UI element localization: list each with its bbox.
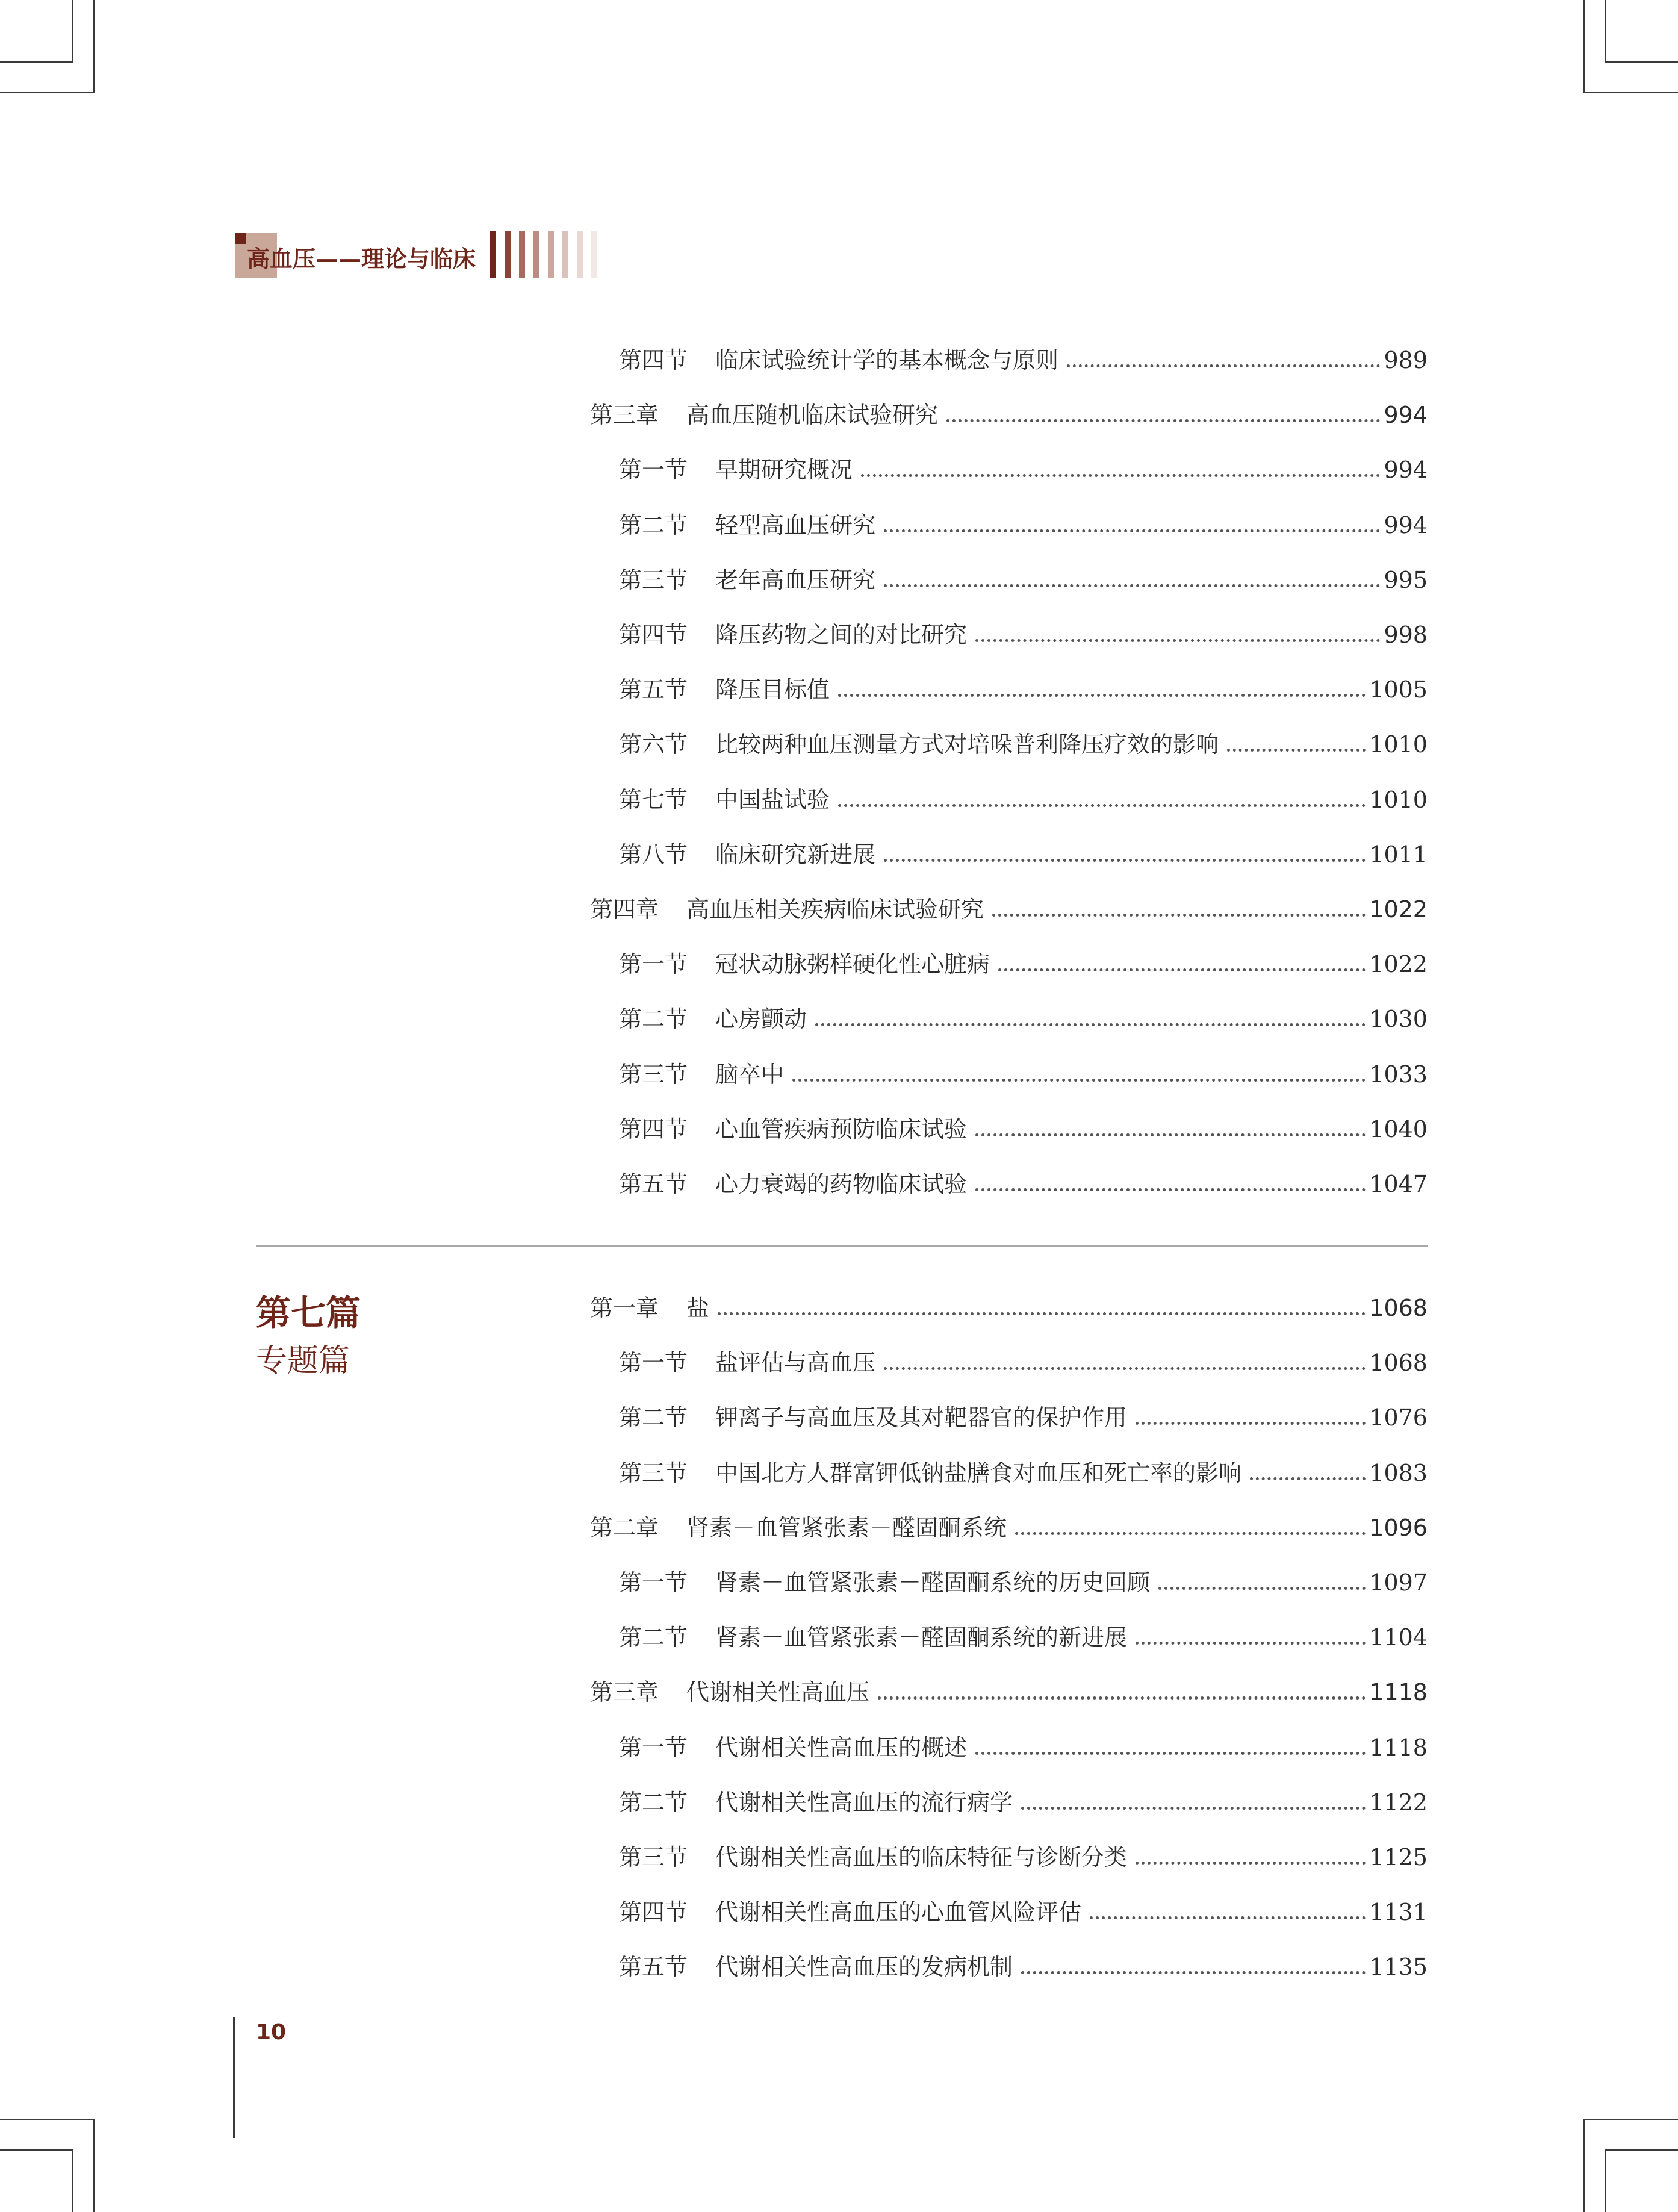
crop-mark-bottom-left-h2 [0, 2149, 73, 2151]
toc-label: 第二节 [619, 1624, 688, 1651]
toc-section-row[interactable] [619, 507, 1428, 543]
toc-title: 中国盐试验 [715, 786, 830, 813]
toc-leader-dots [815, 1023, 1366, 1026]
toc-section-row[interactable] [619, 1894, 1428, 1930]
toc-section-row[interactable] [619, 1949, 1428, 1985]
toc-page-number: 1011 [1369, 841, 1428, 868]
toc-section-row[interactable] [619, 946, 1428, 982]
toc-page-number: 1125 [1369, 1844, 1428, 1871]
toc-section-row[interactable] [619, 671, 1428, 708]
crop-mark-top-left-h [0, 61, 73, 63]
toc-section-row[interactable] [619, 1730, 1428, 1766]
toc-section-row[interactable] [619, 1111, 1428, 1147]
toc-title: 中国北方人群富钾低钠盐膳食对血压和死亡率的影响 [715, 1459, 1242, 1486]
toc-title: 盐 [686, 1295, 710, 1321]
toc-leader-dots [975, 1133, 1366, 1136]
toc-label: 第四节 [619, 347, 688, 373]
toc-page-number: 989 [1384, 347, 1428, 373]
crop-mark-top-right-h2 [1583, 92, 1678, 93]
toc-chapter-row[interactable] [590, 1510, 1428, 1546]
toc-title: 比较两种血压测量方式对培哚普利降压疗效的影响 [715, 731, 1219, 758]
toc-leader-dots [1067, 364, 1380, 367]
toc-leader-dots [878, 1696, 1366, 1700]
crop-mark-top-left-h2 [0, 92, 95, 93]
toc-leader-dots [884, 584, 1380, 587]
toc-page-number: 1005 [1369, 676, 1428, 703]
toc-label: 第二节 [619, 511, 688, 538]
toc-leader-dots [946, 419, 1380, 422]
toc-page-number: 1076 [1369, 1404, 1428, 1432]
toc-label: 第四节 [619, 1115, 688, 1142]
toc-page-number: 1135 [1369, 1954, 1428, 1981]
toc-leader-dots [838, 694, 1366, 697]
toc-section-row[interactable] [619, 726, 1428, 762]
header-stripe [519, 231, 525, 278]
toc-chapter-row[interactable] [590, 1290, 1428, 1326]
crop-mark-bottom-right-v [1583, 2119, 1585, 2212]
crop-mark-top-left-v [93, 0, 95, 93]
toc-leader-dots [998, 968, 1366, 971]
toc-section-row[interactable] [619, 617, 1428, 653]
toc-page-number: 994 [1384, 511, 1428, 538]
toc-label: 第一节 [619, 951, 688, 978]
toc-leader-dots [975, 1188, 1366, 1191]
header-stripe [591, 231, 597, 278]
toc-section-row[interactable] [619, 1455, 1428, 1491]
toc-title: 肾素－血管紧张素－醛固酮系统 [686, 1514, 1007, 1541]
header-accent-square [235, 233, 246, 244]
toc-section-row[interactable] [619, 1345, 1428, 1381]
toc-page-number: 1068 [1369, 1350, 1428, 1377]
toc-label: 第二节 [619, 1404, 688, 1432]
toc-leader-dots [992, 914, 1366, 917]
toc-label: 第五节 [619, 1171, 688, 1197]
toc-chapter-row[interactable] [590, 1674, 1428, 1710]
toc-leader-dots [718, 1312, 1366, 1315]
part-subtitle: 专题篇 [256, 1343, 350, 1379]
toc-page-number: 1096 [1369, 1514, 1428, 1541]
toc-title: 心力衰竭的药物临床试验 [715, 1171, 968, 1197]
toc-label: 第八节 [619, 841, 688, 868]
toc-label: 第一节 [619, 456, 688, 484]
toc-title: 冠状动脉粥样硬化性心脏病 [715, 951, 990, 978]
toc-title: 代谢相关性高血压的概述 [715, 1734, 968, 1761]
toc-label: 第四章 [590, 896, 659, 923]
toc-page-number: 1131 [1369, 1899, 1428, 1926]
toc-leader-dots [1227, 749, 1366, 752]
header-stripe [562, 231, 568, 278]
header-stripe [490, 231, 496, 278]
toc-page-number: 1104 [1369, 1624, 1428, 1651]
toc-label: 第三节 [619, 1844, 688, 1871]
toc-leader-dots [1015, 1532, 1366, 1535]
toc-title: 临床研究新进展 [715, 841, 876, 868]
toc-page-number: 1118 [1369, 1679, 1428, 1706]
toc-section-row[interactable] [619, 452, 1428, 488]
toc-title: 心房颤动 [715, 1006, 807, 1033]
toc-section-row[interactable] [619, 342, 1428, 378]
toc-section-row[interactable] [619, 782, 1428, 818]
crop-mark-bottom-right-v2 [1605, 2149, 1606, 2212]
toc-page-number: 1040 [1369, 1115, 1428, 1142]
toc-title: 降压目标值 [715, 676, 830, 703]
toc-leader-dots [838, 804, 1366, 807]
toc-leader-dots [975, 1752, 1366, 1755]
header-stripe [505, 231, 511, 278]
toc-page-number: 1083 [1369, 1459, 1428, 1486]
toc-leader-dots [1250, 1477, 1366, 1480]
toc-section-row[interactable] [619, 562, 1428, 598]
toc-page-number: 998 [1384, 622, 1428, 648]
toc-leader-dots [1090, 1916, 1366, 1919]
toc-page-number: 1068 [1369, 1295, 1428, 1321]
toc-title: 临床试验统计学的基本概念与原则 [715, 347, 1059, 373]
toc-label: 第六节 [619, 731, 688, 758]
toc-page-number: 1047 [1369, 1171, 1428, 1197]
toc-label: 第一节 [619, 1734, 688, 1761]
toc-label: 第一节 [619, 1569, 688, 1596]
toc-section-row[interactable] [619, 1565, 1428, 1601]
toc-label: 第三章 [590, 1679, 659, 1706]
page-number: 10 [256, 2020, 287, 2045]
toc-label: 第一节 [619, 1350, 688, 1377]
toc-label: 第四节 [619, 1899, 688, 1926]
toc-chapter-row[interactable] [590, 891, 1428, 927]
toc-leader-dots [861, 474, 1380, 477]
toc-section-row[interactable] [619, 1166, 1428, 1202]
toc-section-row[interactable] [619, 1839, 1428, 1875]
toc-leader-dots [884, 529, 1380, 532]
toc-page-number: 1033 [1369, 1061, 1428, 1088]
crop-mark-top-right-v [1583, 0, 1585, 93]
section-divider [256, 1245, 1428, 1247]
crop-mark-bottom-left-h [0, 2119, 95, 2120]
toc-page-number: 1022 [1369, 951, 1428, 978]
toc-leader-dots [975, 639, 1380, 642]
toc-section-row[interactable] [619, 837, 1428, 873]
header-stripe [548, 231, 554, 278]
part-title: 第七篇 [256, 1292, 361, 1333]
toc-page-number: 1118 [1369, 1734, 1428, 1761]
footer-rule [233, 2017, 235, 2138]
toc-title: 肾素－血管紧张素－醛固酮系统的新进展 [715, 1624, 1128, 1651]
toc-leader-dots [1136, 1862, 1366, 1865]
toc-leader-dots [1136, 1422, 1366, 1425]
toc-section-row[interactable] [619, 1056, 1428, 1092]
toc-page-number: 994 [1384, 456, 1428, 484]
crop-mark-top-right-v2 [1605, 0, 1606, 63]
toc-label: 第四节 [619, 622, 688, 648]
toc-label: 第二节 [619, 1789, 688, 1816]
toc-page-number: 1030 [1369, 1006, 1428, 1033]
toc-leader-dots [1136, 1642, 1366, 1645]
toc-section-row[interactable] [619, 1001, 1428, 1037]
toc-label: 第一章 [590, 1295, 659, 1321]
toc-title: 脑卒中 [715, 1061, 785, 1088]
toc-label: 第五节 [619, 1954, 688, 1981]
toc-leader-dots [792, 1079, 1366, 1082]
header-stripe [533, 231, 539, 278]
crop-mark-bottom-right-h [1583, 2119, 1678, 2120]
toc-label: 第三节 [619, 1061, 688, 1088]
toc-leader-dots [1158, 1587, 1366, 1590]
toc-label: 第二节 [619, 1006, 688, 1033]
toc-title: 代谢相关性高血压的发病机制 [715, 1954, 1013, 1981]
toc-section-row[interactable] [619, 1619, 1428, 1656]
toc-title: 代谢相关性高血压 [686, 1679, 870, 1706]
crop-mark-top-right-h [1605, 61, 1678, 63]
crop-mark-bottom-left-v2 [72, 2149, 73, 2212]
toc-title: 高血压随机临床试验研究 [686, 402, 939, 429]
running-header-title: 高血压——理论与临床 [247, 246, 476, 272]
toc-page-number: 1122 [1369, 1789, 1428, 1816]
header-stripes [490, 231, 611, 278]
crop-mark-bottom-left-v [93, 2119, 95, 2212]
toc-leader-dots [884, 859, 1366, 862]
toc-leader-dots [1021, 1971, 1366, 1974]
toc-page-number: 1010 [1369, 731, 1428, 758]
toc-title: 盐评估与高血压 [715, 1350, 876, 1377]
toc-section-row[interactable] [619, 1400, 1428, 1436]
toc-label: 第三节 [619, 1459, 688, 1486]
toc-title: 代谢相关性高血压的流行病学 [715, 1789, 1013, 1816]
toc-label: 第二章 [590, 1514, 659, 1541]
toc-title: 降压药物之间的对比研究 [715, 622, 968, 648]
toc-title: 肾素－血管紧张素－醛固酮系统的历史回顾 [715, 1569, 1151, 1596]
toc-label: 第三节 [619, 566, 688, 593]
toc-title: 轻型高血压研究 [715, 511, 876, 538]
toc-title: 钾离子与高血压及其对靶器官的保护作用 [715, 1404, 1128, 1432]
toc-section-row[interactable] [619, 1784, 1428, 1821]
toc-label: 第三章 [590, 402, 659, 429]
toc-page-number: 1022 [1369, 896, 1428, 923]
toc-leader-dots [1021, 1807, 1366, 1810]
header-stripe [577, 231, 583, 278]
toc-title: 心血管疾病预防临床试验 [715, 1115, 968, 1142]
toc-title: 早期研究概况 [715, 456, 853, 484]
toc-page-number: 1010 [1369, 786, 1428, 813]
toc-page-number: 994 [1384, 402, 1428, 429]
toc-title: 代谢相关性高血压的心血管风险评估 [715, 1899, 1082, 1926]
toc-leader-dots [884, 1367, 1366, 1370]
toc-title: 代谢相关性高血压的临床特征与诊断分类 [715, 1844, 1128, 1871]
toc-page-number: 995 [1384, 566, 1428, 593]
crop-mark-bottom-right-h2 [1605, 2149, 1678, 2151]
toc-label: 第七节 [619, 786, 688, 813]
toc-title: 老年高血压研究 [715, 566, 876, 593]
toc-chapter-row[interactable] [590, 397, 1428, 433]
toc-title: 高血压相关疾病临床试验研究 [686, 896, 984, 923]
toc-page-number: 1097 [1369, 1569, 1428, 1596]
toc-label: 第五节 [619, 676, 688, 703]
crop-mark-top-left-v2 [72, 0, 73, 63]
